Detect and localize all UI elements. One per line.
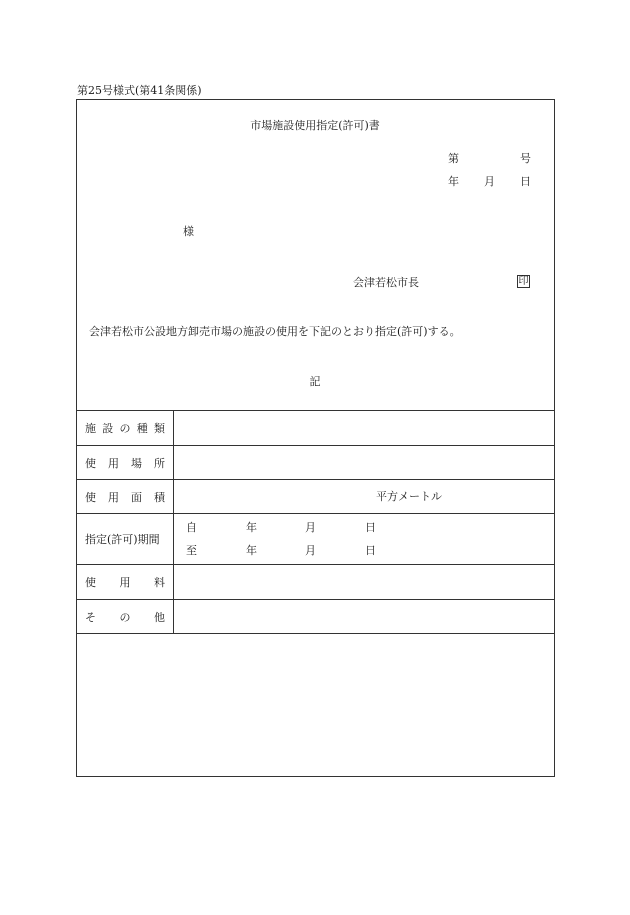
row-label-other: そ の 他 — [85, 610, 165, 624]
period-to-prefix: 至 — [186, 544, 197, 557]
ki-mark: 記 — [309, 375, 321, 388]
period-to-year: 年 — [246, 544, 257, 557]
date-day: 日 — [520, 175, 531, 188]
period-from-prefix: 自 — [186, 521, 197, 534]
row-label-use-place: 使 用 場 所 — [85, 456, 165, 470]
document-title: 市場施設使用指定(許可)書 — [250, 119, 380, 132]
row-label-fee: 使 用 料 — [85, 576, 165, 589]
date-month: 月 — [484, 175, 495, 188]
period-from-year: 年 — [246, 521, 257, 534]
period-from-month: 月 — [305, 521, 316, 534]
body-text: 会津若松市公設地方卸売市場の施設の使用を下記のとおり指定(許可)する。 — [89, 325, 461, 338]
period-label-text: 指定(許可)期間 — [85, 533, 160, 546]
issuer-name: 会津若松市長 — [353, 276, 419, 289]
table-rule — [76, 633, 555, 634]
area-unit: 平方メートル — [376, 490, 442, 503]
date-year: 年 — [448, 175, 459, 188]
row-label-facility-kind: 施 設 の 種 類 — [85, 422, 165, 435]
period-to-day: 日 — [365, 544, 376, 557]
number-go: 号 — [520, 152, 531, 165]
number-dai: 第 — [448, 152, 459, 165]
seal-stamp: 印 — [518, 276, 529, 287]
row-label-period — [77, 514, 173, 564]
row-label-use-area: 使 用 面 積 — [85, 490, 165, 504]
period-to-month: 月 — [305, 544, 316, 557]
addressee-suffix: 様 — [183, 225, 194, 238]
form-number: 第25号様式(第41条関係) — [77, 84, 202, 97]
table-column-divider — [173, 410, 174, 633]
period-from-day: 日 — [365, 521, 376, 534]
